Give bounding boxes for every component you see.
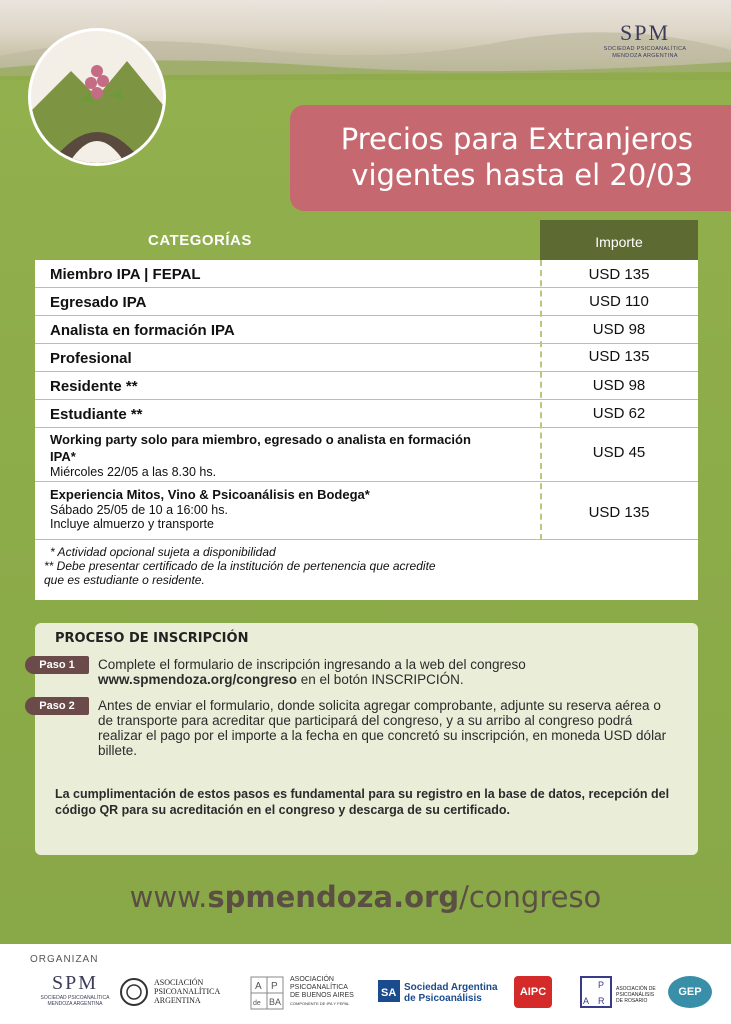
apba-name-4: COMPONENTE DE IPA Y FEPAL xyxy=(290,1001,350,1006)
row-price: USD 135 xyxy=(588,348,650,365)
table-row xyxy=(35,260,698,288)
congress-logo xyxy=(28,28,166,166)
sap-logo xyxy=(378,972,508,1014)
table-row xyxy=(35,344,698,372)
apdelar-name-1: ASOCIACIÓN DE xyxy=(616,986,656,992)
apa-logo xyxy=(120,972,240,1014)
gep-name: GEP xyxy=(668,976,712,1008)
row-price: USD 45 xyxy=(592,444,646,461)
row-price: USD 135 xyxy=(588,266,650,283)
apa-name-2: PSICOANALÍTICA xyxy=(154,987,221,996)
table-row xyxy=(35,400,698,428)
apdelar-name-3: DE ROSARIO xyxy=(616,998,648,1004)
gep-logo xyxy=(668,972,716,1014)
row-label-sub-2: Incluye almuerzo y transporte xyxy=(50,517,214,531)
apba-name-2: PSICOANALÍTICA xyxy=(290,984,348,991)
svg-text:A: A xyxy=(583,996,590,1006)
table-row xyxy=(35,428,698,482)
sap-emblem-icon xyxy=(378,980,400,1002)
row-label: Estudiante ** xyxy=(50,406,143,423)
aipc-logo xyxy=(514,972,554,1014)
congress-url[interactable] xyxy=(0,880,731,914)
spm-logo-subtitle-2: MENDOZA ARGENTINA xyxy=(612,53,678,59)
row-label xyxy=(50,431,480,479)
step-1-text xyxy=(98,657,668,687)
step-1-text-a: Complete el formulario de inscripción ingresando a la web del congreso xyxy=(98,657,526,672)
url-domain: spmendoza.org xyxy=(207,880,460,914)
table-row xyxy=(35,316,698,344)
row-label: Residente ** xyxy=(50,378,138,395)
apba-emblem-icon xyxy=(250,976,284,1010)
row-price: USD 98 xyxy=(592,377,646,394)
svg-text:SA: SA xyxy=(381,987,397,999)
congress-link[interactable]: www.spmendoza.org/congreso xyxy=(98,672,298,687)
spm-logo-text: SPM xyxy=(619,20,671,45)
spm-organizer-sub-2: MENDOZA ARGENTINA xyxy=(47,1001,103,1007)
row-label-sub: Sábado 25/05 de 10 a 16:00 hs. xyxy=(50,503,228,517)
spm-organizer-logo xyxy=(30,972,120,1014)
note-certificate: ** Debe presentar certificado de la institución de pertenencia que acredite xyxy=(44,559,436,573)
step-2-badge: Paso 2 xyxy=(25,697,89,715)
apa-name-3: ARGENTINA xyxy=(154,996,201,1005)
spm-organizer-name: SPM xyxy=(51,972,99,994)
sap-name-1: Sociedad Argentina xyxy=(404,982,498,993)
svg-text:P: P xyxy=(271,981,278,992)
row-label xyxy=(50,486,490,531)
apba-name-1: ASOCIACIÓN xyxy=(290,976,334,983)
apa-name-1: ASOCIACIÓN xyxy=(154,978,204,987)
spm-logo xyxy=(590,20,700,60)
apa-emblem-icon xyxy=(120,978,148,1006)
spm-logo-subtitle: SOCIEDAD PSICOANALÍTICA xyxy=(603,46,687,52)
row-label: Analista en formación IPA xyxy=(50,322,235,339)
vine-icon xyxy=(31,31,163,163)
organizers-label: ORGANIZAN xyxy=(30,954,99,965)
table-notes xyxy=(44,545,684,587)
apdelar-name-2: PSICOANÁLISIS xyxy=(616,992,655,998)
apba-logo xyxy=(250,972,370,1014)
table-row xyxy=(35,288,698,316)
process-final-text: La cumplimentación de estos pasos es fundamental para su registro en la base de datos, recepción del código QR para su acreditación en el congreso y descarga de su certificado. xyxy=(55,787,670,817)
svg-text:P: P xyxy=(598,980,605,990)
step-1-badge: Paso 1 xyxy=(25,656,89,674)
svg-text:R: R xyxy=(598,996,605,1006)
row-label-main: Working party solo para miembro, egresado o analista en formación IPA* xyxy=(50,432,471,464)
note-optional: * Actividad opcional sujeta a disponibilidad xyxy=(50,545,276,559)
row-price: USD 135 xyxy=(588,504,650,521)
aipc-name: AIPC xyxy=(514,976,552,1008)
title-line-2: vigentes hasta el 20/03 xyxy=(351,158,693,192)
table-row xyxy=(35,372,698,400)
apba-name-3: DE BUENOS AIRES xyxy=(290,992,354,999)
row-price: USD 98 xyxy=(592,321,646,338)
row-price: USD 110 xyxy=(589,293,649,310)
row-label: Miembro IPA | FEPAL xyxy=(50,266,201,283)
process-title: PROCESO DE INSCRIPCIÓN xyxy=(55,631,249,646)
title-banner xyxy=(290,105,731,211)
note-certificate-2: que es estudiante o residente. xyxy=(44,573,205,587)
apdelar-emblem-icon xyxy=(580,976,612,1008)
svg-text:A: A xyxy=(255,981,262,992)
row-label: Profesional xyxy=(50,350,132,367)
url-path: /congreso xyxy=(459,880,602,914)
row-label: Egresado IPA xyxy=(50,294,147,311)
title-line-1: Precios para Extranjeros xyxy=(340,122,693,156)
svg-text:de: de xyxy=(253,1000,261,1007)
row-label-main: Experiencia Mitos, Vino & Psicoanálisis en Bodega* xyxy=(50,487,370,502)
table-row xyxy=(35,482,698,540)
sap-name-2: de Psicoanálisis xyxy=(404,993,482,1004)
step-2-text: Antes de enviar el formulario, donde solicita agregar comprobante, adjunte su reserva aérea o de transporte para acreditar que participará del congreso, y a su arribo al congreso podrá realizar el pago por el importe a la fecha en que concretó su inscripción, en moneda USD dólar billete. xyxy=(98,698,667,758)
row-price: USD 62 xyxy=(592,405,646,422)
step-1-text-b: en el botón INSCRIPCIÓN. xyxy=(297,672,464,687)
amount-header: Importe xyxy=(540,220,698,260)
svg-text:BA: BA xyxy=(269,997,282,1007)
url-prefix: www. xyxy=(129,880,208,914)
spm-organizer-sub: SOCIEDAD PSICOANALÍTICA xyxy=(40,995,110,1001)
row-label-sub: Miércoles 22/05 a las 8.30 hs. xyxy=(50,465,217,479)
categories-header: CATEGORÍAS xyxy=(148,232,252,249)
apdelar-logo xyxy=(580,972,660,1014)
